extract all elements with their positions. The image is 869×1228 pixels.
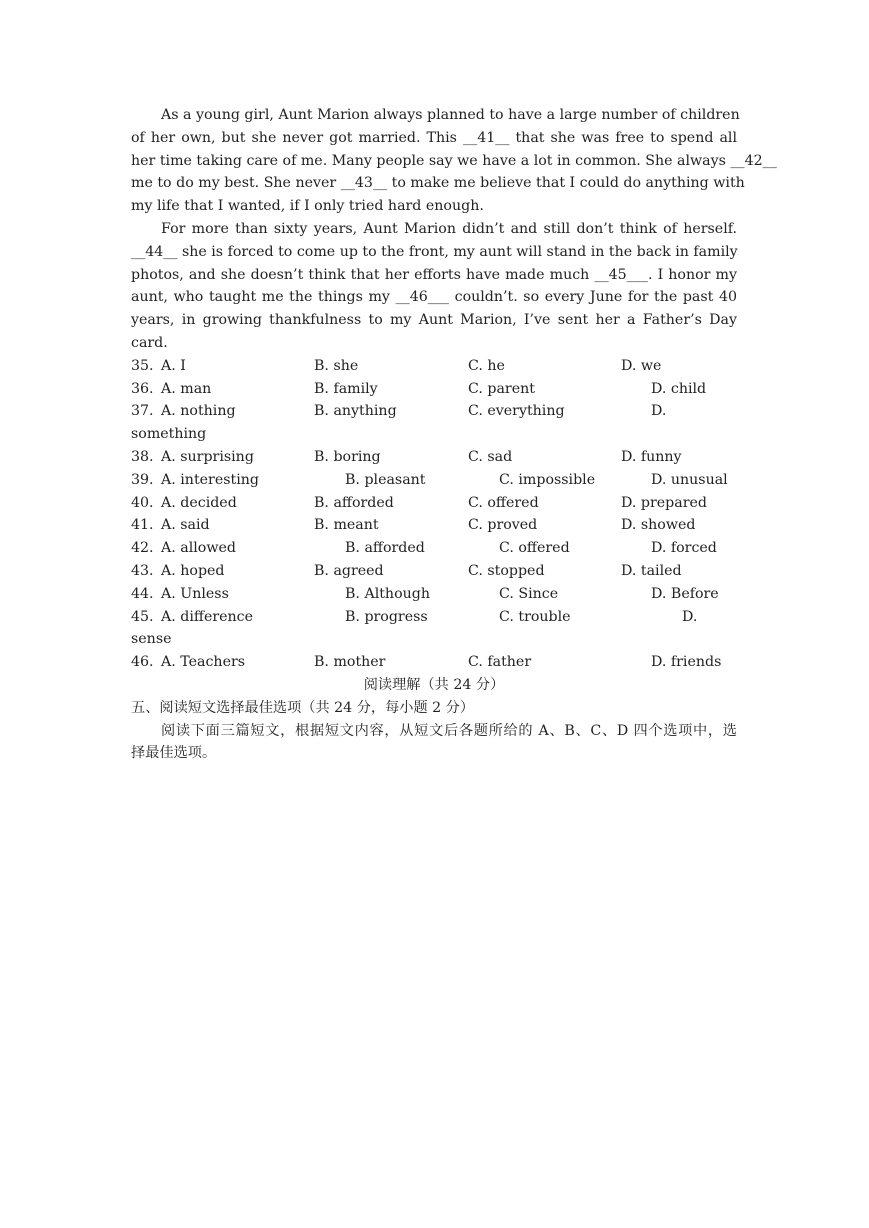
option-d: D. xyxy=(651,403,667,420)
question-number: 46. xyxy=(131,654,154,671)
option-a: A. surprising xyxy=(161,448,254,465)
text-line: of her own, but she never got married. This __41__ that she was free to spend all xyxy=(131,129,737,146)
question-number: 37. xyxy=(131,403,154,420)
option-b: B. progress xyxy=(345,608,428,625)
option-a: A. man xyxy=(161,380,212,397)
option-b: B. boring xyxy=(314,448,381,465)
text-line: __44__ she is forced to come up to the front, my aunt will stand in the back in family xyxy=(131,243,738,260)
option-d-wrap: sense xyxy=(131,631,172,648)
option-b: B. mother xyxy=(314,654,386,671)
text-line: her time taking care of me. Many people say we have a lot in common. She always __42__ xyxy=(131,152,777,169)
option-c: C. parent xyxy=(468,380,535,397)
option-b: B. anything xyxy=(314,403,397,420)
question-number: 45. xyxy=(131,608,154,625)
option-d: D. tailed xyxy=(621,562,682,579)
question-number: 40. xyxy=(131,494,154,511)
question-list xyxy=(131,355,737,674)
question-number: 44. xyxy=(131,585,154,602)
question-number: 38. xyxy=(131,448,154,465)
option-b: B. afforded xyxy=(345,540,425,557)
option-a: A. interesting xyxy=(161,471,259,488)
option-a: A. I xyxy=(161,357,186,374)
question-number: 39. xyxy=(131,471,154,488)
option-a: A. Unless xyxy=(161,585,229,602)
instruction xyxy=(131,720,737,766)
text-line: aunt, who taught me the things my __46___ couldn’t. so every June for the past 40 xyxy=(131,289,737,306)
option-d: D. unusual xyxy=(651,471,728,488)
question-row xyxy=(131,583,737,606)
option-a: A. decided xyxy=(161,494,237,511)
question-number: 43. xyxy=(131,562,154,579)
option-c: C. impossible xyxy=(499,471,596,488)
option-c: C. offered xyxy=(468,494,539,511)
question-row xyxy=(131,378,737,401)
option-d: D. prepared xyxy=(621,494,707,511)
question-row xyxy=(131,400,737,423)
option-d: D. funny xyxy=(621,448,682,465)
option-b: B. she xyxy=(314,357,359,374)
question-number: 42. xyxy=(131,540,154,557)
question-row xyxy=(131,355,737,378)
question-row xyxy=(131,651,737,674)
paragraph-2 xyxy=(131,218,737,355)
paragraph-1 xyxy=(131,104,777,218)
option-c: C. proved xyxy=(468,517,538,534)
option-d: D. we xyxy=(621,357,662,374)
question-number: 35. xyxy=(131,357,154,374)
option-a: A. said xyxy=(161,517,210,534)
question-row xyxy=(131,446,737,469)
option-c: C. Since xyxy=(499,585,559,602)
question-row xyxy=(131,560,737,583)
text-line: me to do my best. She never __43__ to make me believe that I could do anything with xyxy=(131,175,745,192)
option-c: C. sad xyxy=(468,448,513,465)
option-b: B. afforded xyxy=(314,494,394,511)
text-line: years, in growing thankfulness to my Aunt Marion, I’ve sent her a Father’s Day xyxy=(131,312,737,329)
option-d: D. xyxy=(682,608,698,625)
option-a: A. hoped xyxy=(161,562,225,579)
option-c: C. stopped xyxy=(468,562,545,579)
text-line: my life that I wanted, if I only tried hard enough. xyxy=(131,198,484,215)
question-row xyxy=(131,537,737,560)
document-page xyxy=(131,104,777,765)
option-b: B. family xyxy=(314,380,378,397)
text-line: As a young girl, Aunt Marion always planned to have a large number of children xyxy=(161,107,740,123)
option-a: A. difference xyxy=(161,608,254,625)
question-number: 41. xyxy=(131,517,154,534)
option-c: C. everything xyxy=(468,403,565,420)
option-b: B. meant xyxy=(314,517,379,534)
option-a: A. allowed xyxy=(161,540,236,557)
option-a: A. nothing xyxy=(161,403,236,420)
question-row xyxy=(131,492,737,515)
question-row xyxy=(131,469,737,492)
option-c: C. offered xyxy=(499,540,570,557)
text-line: card. xyxy=(131,334,168,351)
option-b: B. Although xyxy=(345,585,430,602)
text-line: 阅读下面三篇短文，根据短文内容，从短文后各题所给的 A、B、C、D 四个选项中，选 xyxy=(161,722,737,739)
text-line: 择最佳选项。 xyxy=(131,745,217,762)
question-number: 36. xyxy=(131,380,154,397)
option-c: C. he xyxy=(468,357,505,374)
text-line: For more than sixty years, Aunt Marion didn’t and still don’t think of herself. xyxy=(161,220,737,237)
option-d: D. friends xyxy=(651,654,722,671)
option-d: D. showed xyxy=(621,517,696,534)
question-row xyxy=(131,514,737,537)
option-c: C. father xyxy=(468,654,532,671)
option-d: D. child xyxy=(651,380,707,397)
option-a: A. Teachers xyxy=(161,654,246,671)
section-title: 五、阅读短文选择最佳选项（共 24 分，每小题 2 分） xyxy=(131,699,475,716)
option-b: B. pleasant xyxy=(345,471,426,488)
text-line: photos, and she doesn’t think that her efforts have made much __45___. I honor my xyxy=(131,266,737,283)
question-row xyxy=(131,606,737,629)
option-d-wrap: something xyxy=(131,426,207,443)
option-c: C. trouble xyxy=(499,608,571,625)
option-d: D. forced xyxy=(651,540,717,557)
reading-heading: 阅读理解（共 24 分） xyxy=(363,676,505,693)
option-b: B. agreed xyxy=(314,562,384,579)
option-d: D. Before xyxy=(651,585,719,602)
